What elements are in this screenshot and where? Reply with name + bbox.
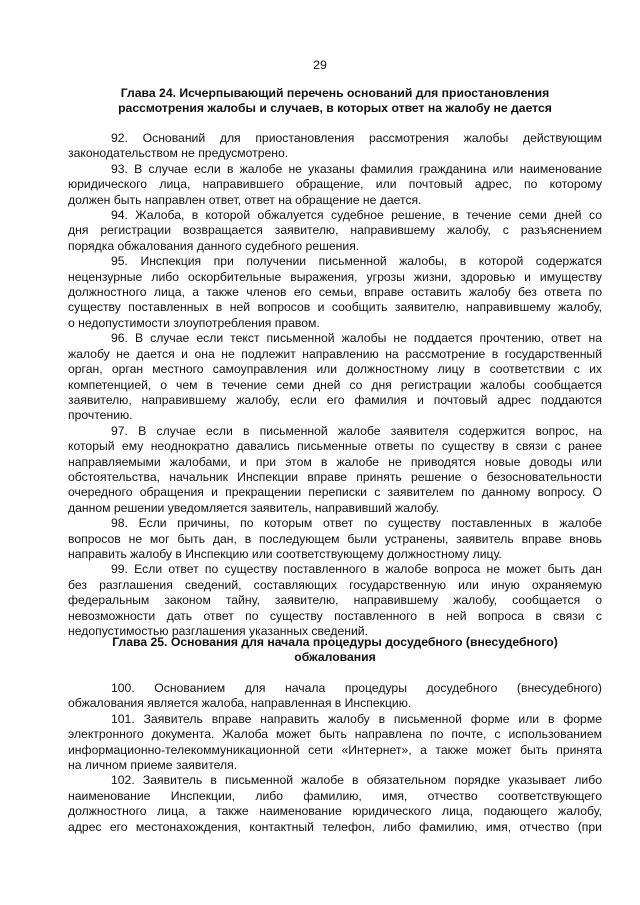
chapter-24-title	[80, 86, 590, 117]
text-line: должностного лица, а также членов его семьи, вправе оставить жалобу без ответа по	[68, 285, 602, 300]
text-line: направляемыми жалобами, и при этом в жалобе не приводятся новые доводы или	[68, 454, 602, 469]
text-line: 97. В случае если в письменной жалобе заявителя содержится вопрос, на	[111, 423, 602, 438]
text-line: недопустимостью разглашения указанных сведений.	[68, 624, 368, 638]
paragraph-98	[68, 516, 602, 562]
text-line: очередного обращения и прекращении переписки с заявителем по данному вопросу. О	[68, 485, 602, 500]
text-line: 93. В случае если в жалобе не указаны фамилия гражданина или наименование	[111, 161, 602, 176]
text-line: направить жалобу в Инспекцию или соответствующему должностному лицу.	[68, 546, 502, 561]
text-line: 96. В случае если текст письменной жалобы не поддается прочтению, ответ на	[111, 331, 602, 346]
chapter-title-line: Глава 24. Исчерпывающий перечень оснований для приостановления	[120, 86, 550, 100]
chapter-title-line: рассмотрения жалобы и случаев, в которых ответ на жалобу не дается	[118, 101, 552, 116]
paragraph-100	[68, 681, 602, 712]
paragraph-94	[68, 208, 602, 254]
text-line: который ему неоднократно давались письменные ответы по существу в связи с ранее	[68, 439, 602, 454]
text-line: 94. Жалоба, в которой обжалуется судебное решение, в течение семи дней со	[111, 208, 602, 223]
chapter-25-body	[68, 681, 602, 835]
chapter-25-title	[80, 635, 590, 666]
text-line: существу поставленных в ней вопросов и сообщить заявителю, направившему жалобу,	[68, 300, 602, 315]
text-line: юридического лица, направившего обращение, или почтовый адрес, по которому	[68, 177, 602, 192]
paragraph-92	[68, 131, 602, 162]
text-line: о недопустимости злоупотребления правом.	[68, 315, 320, 330]
text-line: нецензурные либо оскорбительные выражения, угрозы жизни, здоровью и имуществу	[68, 269, 602, 284]
paragraph-97	[68, 424, 602, 516]
text-line: информационно-телекоммуникационной сети «Интернет», а также может быть принята	[68, 742, 602, 757]
text-line: должен быть направлен ответ, ответ на обращение не дается.	[68, 192, 422, 207]
text-line: данном решении уведомляется заявитель, направивший жалобу.	[68, 500, 439, 515]
chapter-24-body	[68, 131, 602, 639]
text-line: 100. Основанием для начала процедуры досудебного (внесудебного)	[111, 681, 602, 695]
text-line: на личном приеме заявителя.	[68, 758, 238, 773]
text-line: жалобу не дается и она не подлежит направлению на рассмотрение в государственный	[68, 346, 602, 361]
paragraph-95	[68, 254, 602, 331]
text-line: должностного лица, а также наименование юридического лица, подающего жалобу,	[68, 804, 602, 819]
paragraph-99	[68, 562, 602, 639]
text-line: 99. Если ответ по существу поставленного в жалобе вопроса не может быть дан	[111, 562, 602, 577]
text-line: электронного документа. Жалоба может быть направлена по почте, с использованием	[68, 727, 602, 742]
text-line: дня регистрации возвращается заявителю, направившему жалобу, с разъяснением	[68, 223, 602, 238]
chapter-title-line: Глава 25. Основания для начала процедуры досудебного (внесудебного)	[112, 635, 558, 649]
text-line: без разглашения сведений, составляющих государственную или иную охраняемую	[68, 577, 602, 592]
text-line: 102. Заявитель в письменной жалобе в обязательном порядке указывает либо	[111, 773, 602, 788]
paragraph-102	[68, 773, 602, 835]
page-number: 29	[313, 58, 327, 72]
text-line: наименование Инспекции, либо фамилию, имя, отчество соответствующего	[68, 788, 602, 803]
text-line: заявителю, направившему жалобу, если его фамилия и почтовый адрес поддаются	[68, 392, 602, 407]
text-line: обстоятельства, начальник Инспекции вправе принять решение о безосновательности	[68, 469, 602, 484]
paragraph-96	[68, 331, 602, 423]
text-line: орган, орган местного самоуправления или должностному лицу в соответствии с их	[68, 362, 602, 377]
chapter-title-line: обжалования	[294, 650, 376, 665]
text-line: компетенцией, о чем в течение семи дней со дня регистрации жалобы сообщается	[68, 377, 602, 392]
text-line: 95. Инспекция при получении письменной жалобы, в которой содержатся	[111, 254, 602, 269]
text-line: законодательством не предусмотрено.	[68, 146, 289, 161]
text-line: 98. Если причины, по которым ответ по существу поставленных в жалобе	[111, 516, 602, 531]
text-line: порядка обжалования данного судебного решения.	[68, 238, 360, 253]
text-line: 101. Заявитель вправе направить жалобу в письменной форме или в форме	[111, 711, 602, 726]
text-line: невозможности дать ответ по существу поставленного в ней вопроса в связи с	[68, 608, 602, 623]
paragraph-93	[68, 162, 602, 208]
text-line: обжалования является жалоба, направленная в Инспекцию.	[68, 696, 412, 711]
text-line: 92. Оснований для приостановления рассмотрения жалобы действующим	[111, 131, 602, 145]
text-line: адрес его местонахождения, контактный телефон, либо фамилию, имя, отчество (при	[68, 819, 602, 834]
text-line: вопросов не мог быть дан, в последующем были устранены, заявитель вправе вновь	[68, 531, 602, 546]
text-line: прочтению.	[68, 408, 133, 423]
text-line: федеральным законом тайну, заявителю, направившему жалобу, сообщается о	[68, 593, 602, 608]
paragraph-101	[68, 712, 602, 774]
